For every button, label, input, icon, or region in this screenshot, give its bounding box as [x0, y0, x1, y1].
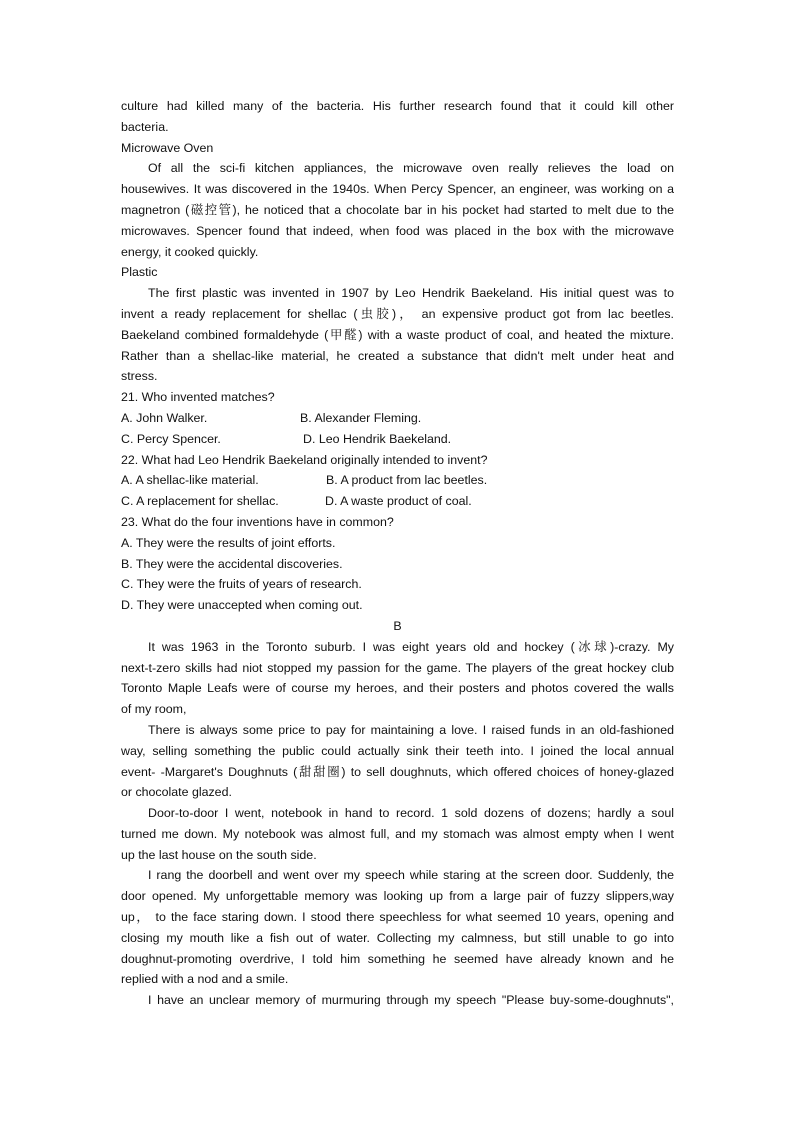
text-line: It was 1963 in the Toronto suburb. I was eight years old and hockey (冰球)-crazy. My [148, 639, 674, 654]
text-line: housewives. It was discovered in the 1940s. When Percy Spencer, an engineer, was working on a [121, 182, 674, 197]
option-a: A. John Walker. [121, 410, 208, 425]
text-line: up the last house on the south side. [121, 847, 317, 862]
text-line: energy, it cooked quickly. [121, 244, 259, 259]
question-21 [121, 387, 674, 449]
text-line: Door-to-door I went, notebook in hand to record. 1 sold dozens of dozens; hardly a soul [148, 806, 674, 821]
text-line: of my room, [121, 702, 187, 717]
text-line: way, selling something the public could actually sink their teeth into. I joined the local annual [121, 743, 674, 758]
text-line: microwaves. Spencer found that indeed, when food was placed in the box with the microwave [121, 223, 674, 238]
passage-a-tail [121, 96, 674, 138]
text-line: or chocolate glazed. [121, 785, 232, 800]
option-d: D. A waste product of coal. [325, 494, 472, 509]
option-a: A. They were the results of joint efforts. [121, 535, 336, 550]
text-line: invent a ready replacement for shellac (虫胶)， an expensive product got from lac beetles. [121, 306, 674, 321]
text-line: There is always some price to pay for maintaining a love. I raised funds in an old-fashioned [148, 722, 674, 737]
text-line: event- -Margaret's Doughnuts (甜甜圈) to sell doughnuts, which offered choices of honey-glazed [121, 764, 674, 779]
text-line: magnetron (磁控管), he noticed that a chocolate bar in his pocket had started to melt due to the [121, 202, 674, 217]
text-line: Of all the sci-fi kitchen appliances, the microwave oven really relieves the load on [148, 161, 674, 176]
text-line: turned me down. My notebook was almost full, and my stomach was almost empty when I went [121, 826, 674, 841]
question-stem: 22. What had Leo Hendrik Baekeland originally intended to invent? [121, 452, 488, 467]
option-b: B. Alexander Fleming. [300, 410, 422, 425]
question-stem: 21. Who invented matches? [121, 390, 275, 405]
question-23 [121, 512, 674, 616]
option-row [121, 429, 674, 450]
text-line: replied with a nod and a smile. [121, 972, 289, 987]
option-row [121, 408, 674, 429]
text-line: Toronto Maple Leafs were of course my heroes, and their posters and photos covered the walls [121, 681, 674, 696]
option-d: D. Leo Hendrik Baekeland. [303, 431, 452, 446]
text-line: up， to the face staring down. I stood there speechless for what seemed 10 years, opening and [121, 910, 674, 925]
text-line: Baekeland combined formaldehyde (甲醛) with a waste product of coal, and heated the mixture. [121, 327, 674, 342]
section-b-paragraph-3 [121, 803, 674, 865]
text-line: door opened. My unforgettable memory was looking up from a large pair of fuzzy slippers,way [121, 889, 674, 904]
text-line: The first plastic was invented in 1907 by Leo Hendrik Baekeland. His initial quest was to [148, 286, 674, 301]
section-b-paragraph-2 [121, 720, 674, 803]
text-line: doughnut-promoting overdrive, I told him something he seemed have already known and he [121, 951, 674, 966]
document-page [121, 96, 674, 1011]
option-c: C. They were the fruits of years of research. [121, 577, 362, 592]
text-line: culture had killed many of the bacteria. His further research found that it could kill other [121, 99, 674, 113]
text-line: stress. [121, 369, 158, 384]
option-c: C. Percy Spencer. [121, 431, 221, 446]
text-line: I have an unclear memory of murmuring through my speech "Please buy-some-doughnuts", [148, 993, 674, 1008]
option-b: B. A product from lac beetles. [326, 473, 488, 488]
option-a: A. A shellac-like material. [121, 473, 259, 488]
text-line: next-t-zero skills had niot stopped my passion for the game. The players of the great hockey club [121, 660, 674, 675]
text-line: bacteria. [121, 119, 169, 134]
text-line: closing my mouth like a fish out of water. Collecting my calmness, but still unable to go into [121, 930, 674, 945]
question-22 [121, 450, 674, 512]
question-stem: 23. What do the four inventions have in common? [121, 514, 394, 529]
section-microwave-oven [121, 138, 674, 263]
section-heading: Plastic [121, 265, 158, 280]
option-row [121, 491, 674, 512]
text-line: Rather than a shellac-like material, he created a substance that didn't melt under heat and [121, 348, 674, 363]
section-b-paragraph-5 [121, 990, 674, 1011]
section-plastic [121, 262, 674, 387]
section-b-paragraph-1 [121, 637, 674, 720]
section-heading: Microwave Oven [121, 140, 214, 155]
section-b-label: B [393, 618, 402, 633]
section-b-paragraph-4 [121, 865, 674, 990]
text-line: I rang the doorbell and went over my speech while staring at the screen door. Suddenly, the [148, 868, 674, 883]
option-d: D. They were unaccepted when coming out. [121, 598, 363, 613]
option-row [121, 470, 674, 491]
option-c: C. A replacement for shellac. [121, 494, 279, 509]
option-b: B. They were the accidental discoveries. [121, 556, 343, 571]
